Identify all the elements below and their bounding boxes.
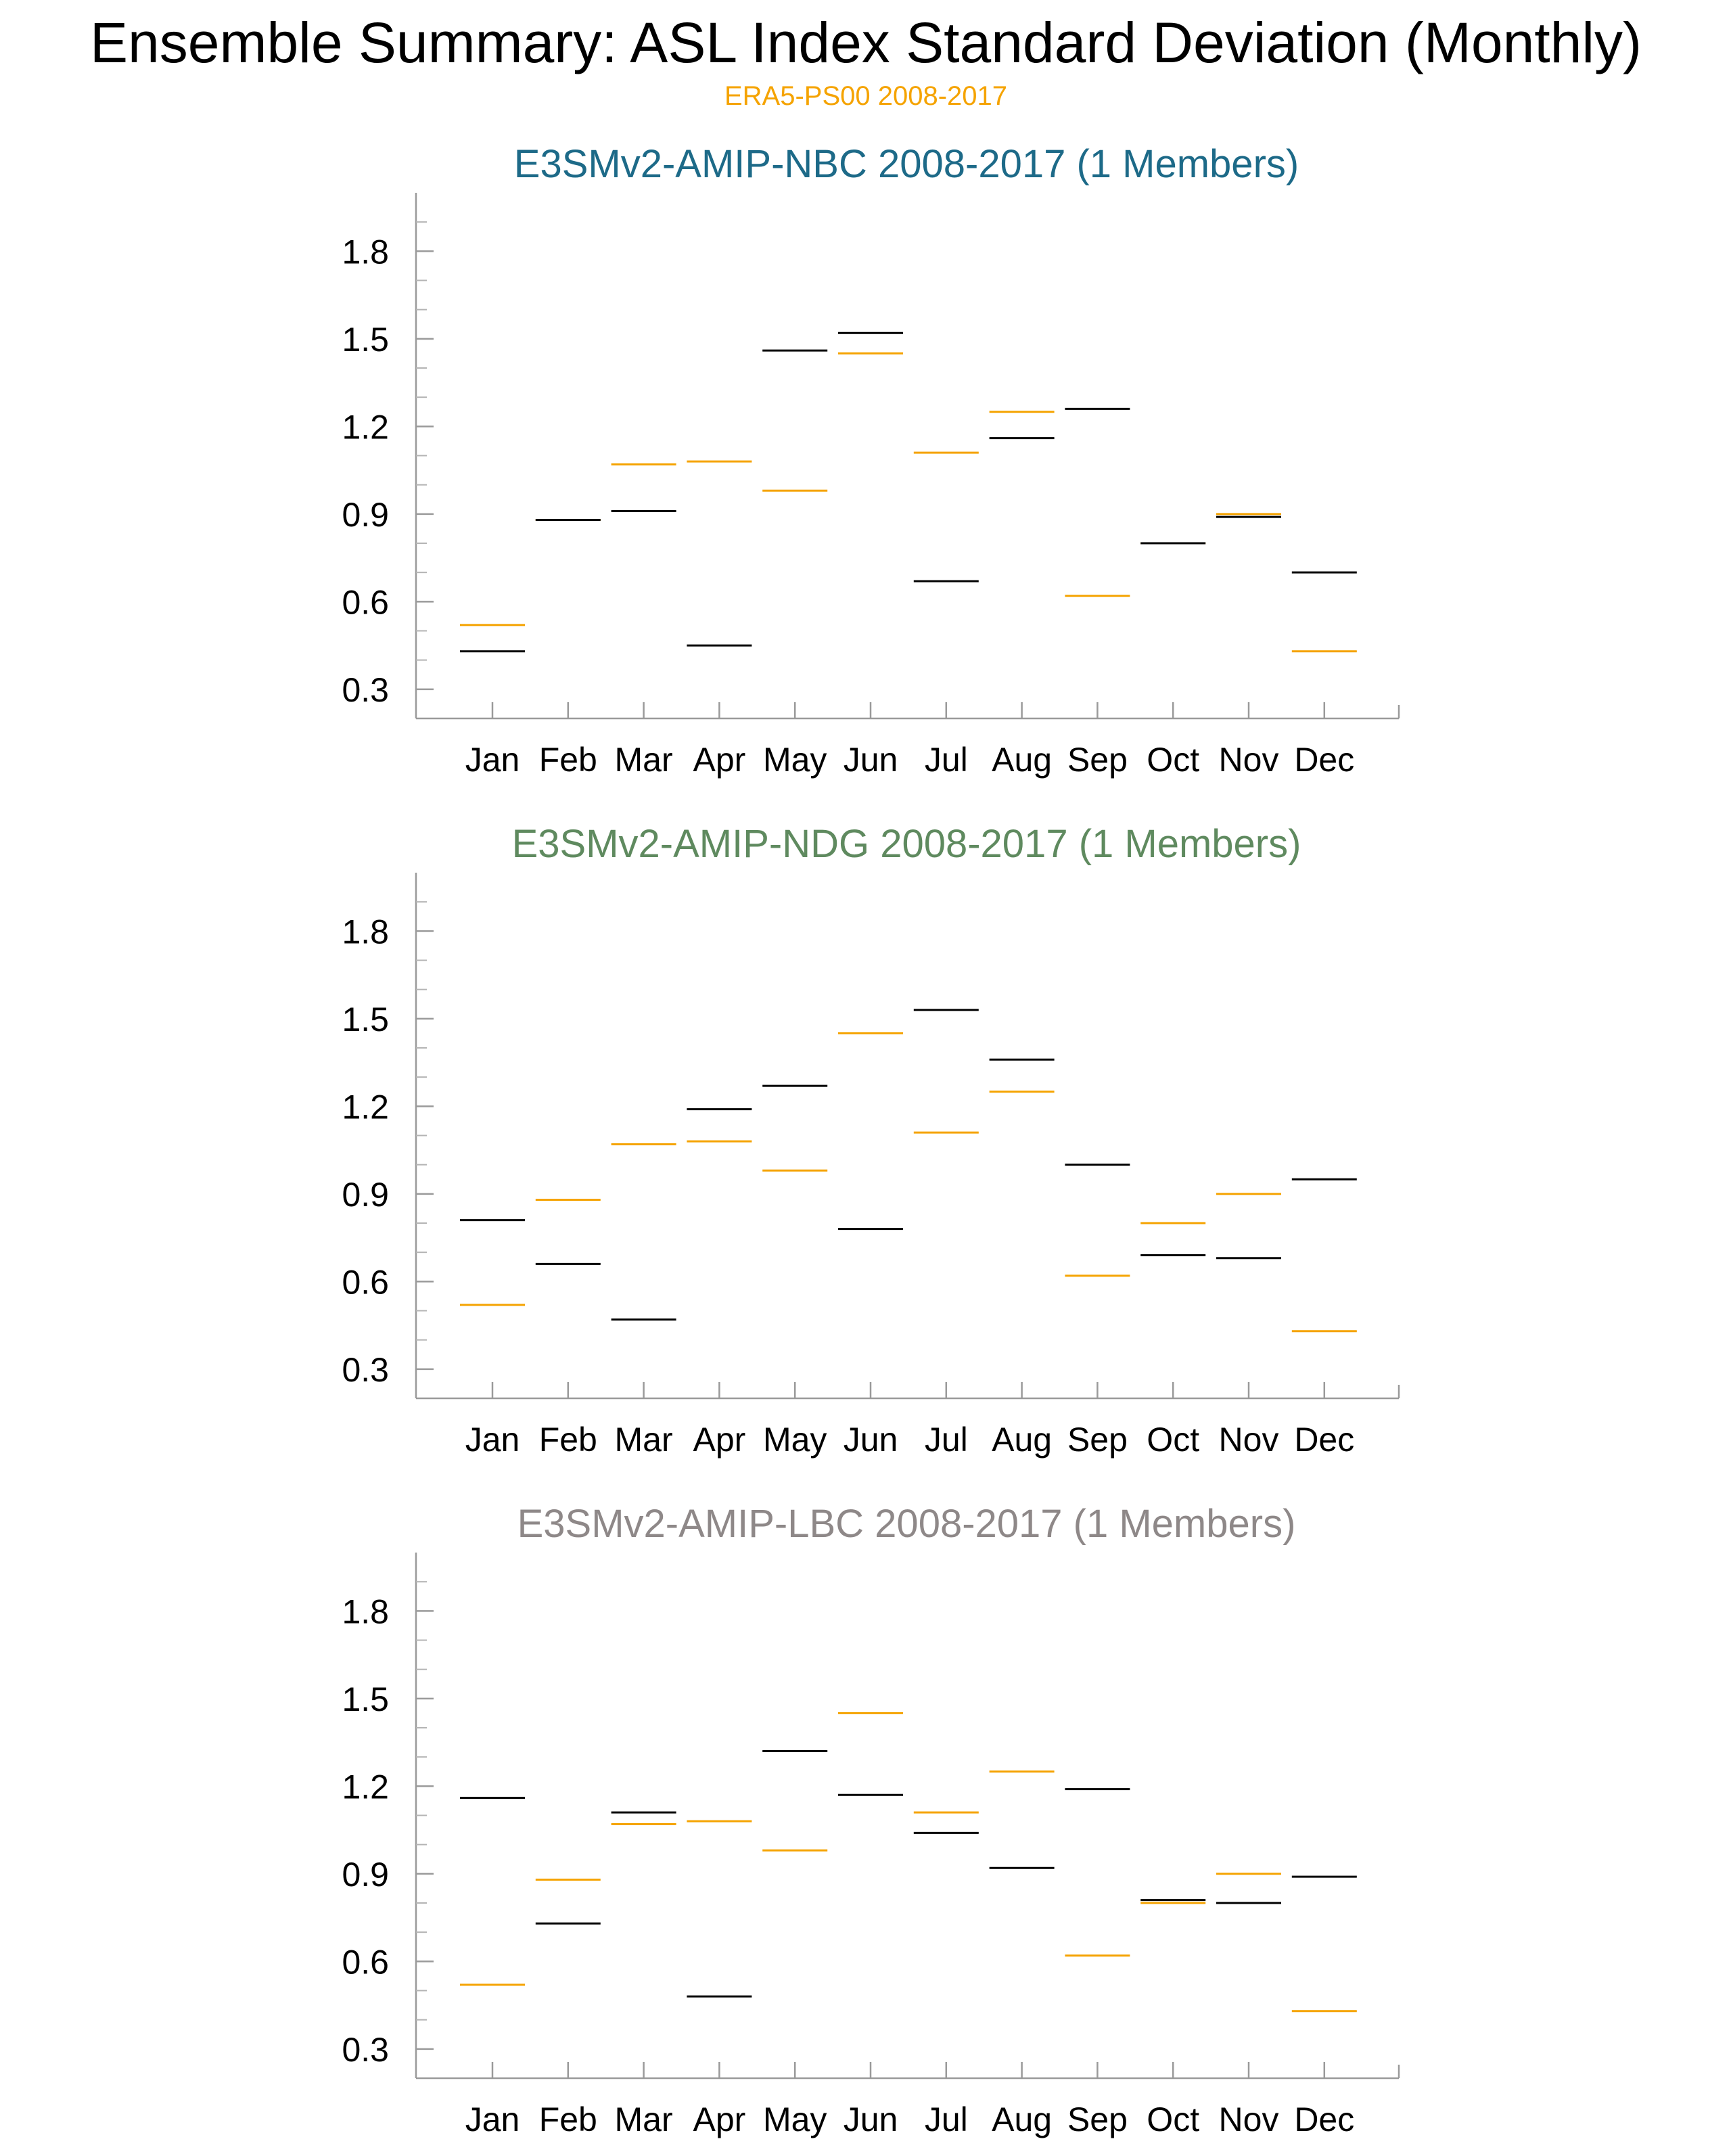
x-tick-label: Jul: [924, 741, 968, 779]
y-tick-label: 0.9: [342, 495, 389, 534]
x-tick-label: Jun: [843, 2101, 898, 2138]
y-tick-label: 0.9: [342, 1855, 389, 1894]
x-tick-label: Sep: [1067, 741, 1128, 779]
y-tick-label: 0.3: [342, 2030, 389, 2069]
series-reference: [460, 1033, 1357, 1331]
x-tick-label: Jun: [843, 1421, 898, 1459]
y-tick-label: 0.6: [342, 1263, 389, 1302]
x-tick-label: Nov: [1218, 2101, 1279, 2138]
series-model: [460, 1010, 1357, 1320]
x-tick-label: May: [762, 2101, 827, 2138]
x-tick-label: Jan: [465, 741, 520, 779]
x-tick-label: Dec: [1294, 2101, 1355, 2138]
y-tick-label: 0.3: [342, 670, 389, 709]
x-tick-label: Sep: [1067, 2101, 1128, 2138]
chart-panel-2: [342, 822, 1399, 1459]
reference-label: ERA5-PS00 2008-2017: [724, 81, 1008, 111]
y-tick-label: 1.8: [342, 1592, 389, 1631]
y-tick-label: 1.8: [342, 233, 389, 271]
x-tick-label: Nov: [1218, 1421, 1279, 1459]
x-tick-label: Jul: [924, 1421, 968, 1459]
series-model: [460, 333, 1357, 651]
y-tick-label: 1.5: [342, 1680, 389, 1718]
x-tick-label: Oct: [1147, 2101, 1200, 2138]
panel-title: E3SMv2-AMIP-NBC 2008-2017 (1 Members): [513, 142, 1299, 186]
x-tick-label: Mar: [614, 741, 673, 779]
figure-title: Ensemble Summary: ASL Index Standard Deviation (Monthly): [90, 11, 1642, 74]
y-tick-label: 0.3: [342, 1350, 389, 1389]
x-tick-label: Jan: [465, 1421, 520, 1459]
y-tick-label: 1.2: [342, 1088, 389, 1126]
x-tick-label: Dec: [1294, 1421, 1355, 1459]
x-tick-label: May: [762, 1421, 827, 1459]
y-tick-label: 1.5: [342, 320, 389, 359]
x-tick-label: Jul: [924, 2101, 968, 2138]
x-tick-label: Aug: [992, 2101, 1053, 2138]
x-tick-label: Oct: [1147, 1421, 1200, 1459]
panel-title: E3SMv2-AMIP-LBC 2008-2017 (1 Members): [517, 1502, 1296, 1546]
x-tick-label: Feb: [538, 741, 597, 779]
y-tick-label: 0.6: [342, 583, 389, 622]
x-tick-label: Nov: [1218, 741, 1279, 779]
x-tick-label: Jan: [465, 2101, 520, 2138]
x-tick-label: Mar: [614, 1421, 673, 1459]
x-tick-label: May: [762, 741, 827, 779]
x-tick-label: Apr: [693, 2101, 746, 2138]
series-reference: [460, 353, 1357, 651]
x-tick-label: Aug: [992, 1421, 1053, 1459]
x-tick-label: Oct: [1147, 741, 1200, 779]
chart-panel-3: [342, 1502, 1399, 2138]
y-tick-label: 1.2: [342, 408, 389, 446]
x-tick-label: Sep: [1067, 1421, 1128, 1459]
x-tick-label: Aug: [992, 741, 1053, 779]
panel-title: E3SMv2-AMIP-NDG 2008-2017 (1 Members): [511, 822, 1301, 866]
y-tick-label: 1.5: [342, 1000, 389, 1038]
x-tick-label: Mar: [614, 2101, 673, 2138]
x-tick-label: Jun: [843, 741, 898, 779]
series-reference: [460, 1713, 1357, 2011]
chart-panel-1: [342, 142, 1399, 779]
x-tick-label: Feb: [538, 2101, 597, 2138]
y-tick-label: 1.2: [342, 1768, 389, 1806]
y-tick-label: 1.8: [342, 913, 389, 951]
x-tick-label: Apr: [693, 1421, 746, 1459]
chart-panels: [342, 142, 1399, 2138]
y-tick-label: 0.9: [342, 1175, 389, 1214]
y-tick-label: 0.6: [342, 1943, 389, 1981]
x-tick-label: Dec: [1294, 741, 1355, 779]
x-tick-label: Apr: [693, 741, 746, 779]
x-tick-label: Feb: [538, 1421, 597, 1459]
